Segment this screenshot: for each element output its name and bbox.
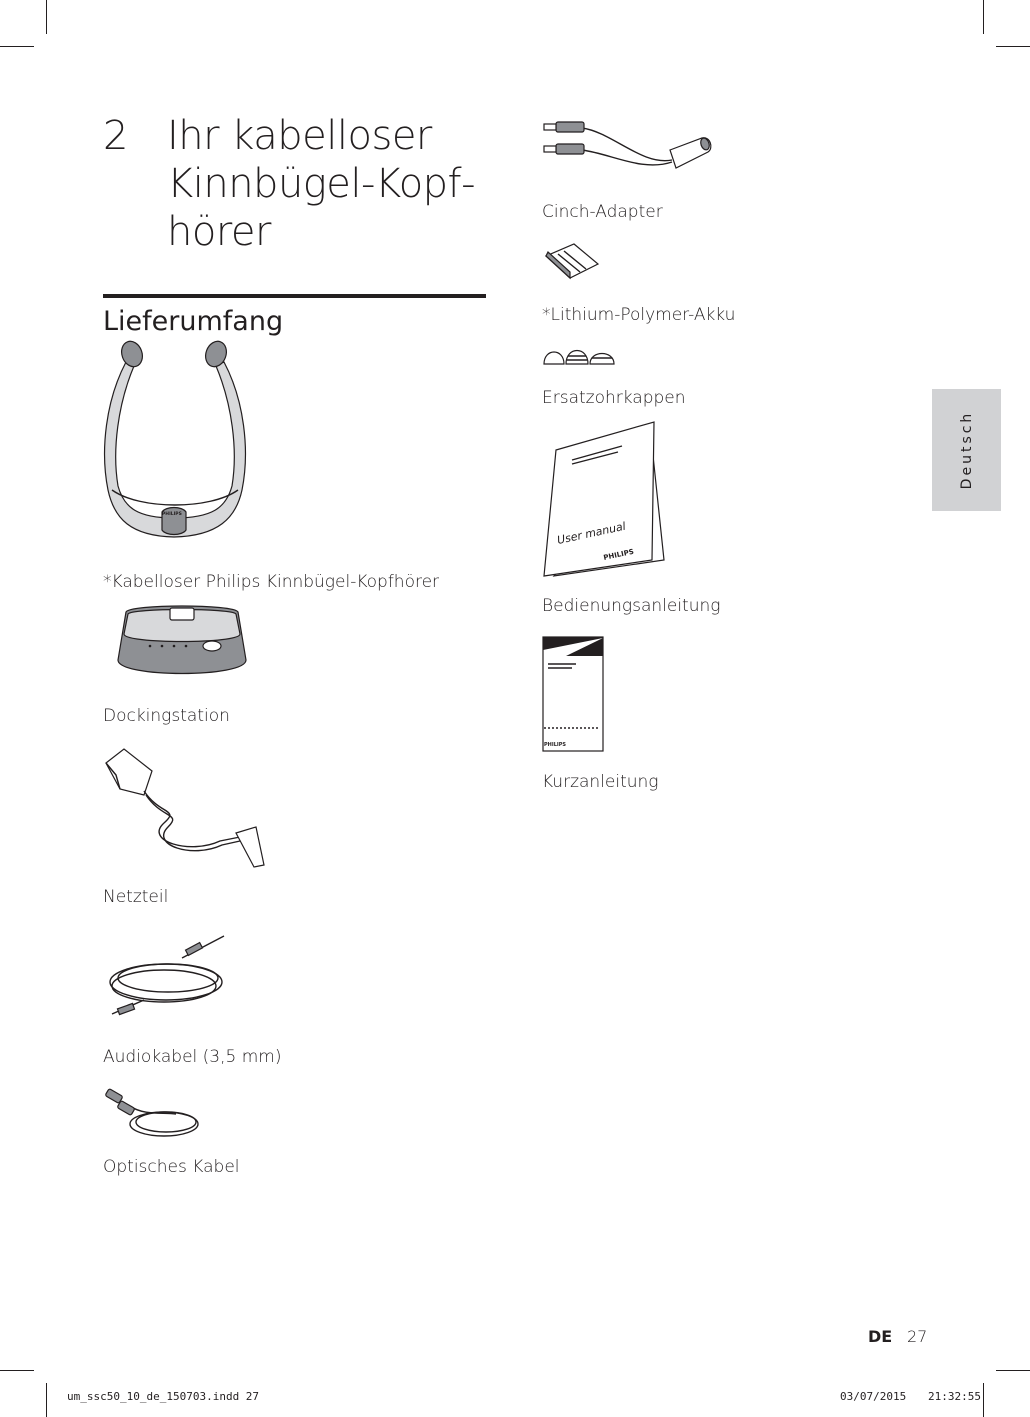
item-caption: Dockingstation xyxy=(103,706,230,726)
crop-mark xyxy=(983,1383,984,1417)
crop-mark xyxy=(46,1383,47,1417)
crop-mark xyxy=(983,0,984,34)
item-caption: Netzteil xyxy=(103,887,169,907)
item-caption: Ersatzohrkappen xyxy=(542,388,686,408)
item-caption: Optisches Kabel xyxy=(103,1157,240,1177)
item-caption: Bedienungsanleitung xyxy=(542,596,721,616)
slug-time: 21:32:55 xyxy=(928,1390,981,1403)
headphone-brand-label: PHILIPS xyxy=(162,512,182,517)
manual-brand-label: PHILIPS xyxy=(602,547,635,562)
item-caption: *Kabelloser Philips Kinnbügel-Kopfhörer xyxy=(103,572,440,592)
quick-guide-icon xyxy=(542,636,604,752)
optical-cable-icon xyxy=(104,1082,202,1140)
crop-mark xyxy=(46,0,47,34)
crop-mark xyxy=(996,46,1030,47)
power-adapter-icon xyxy=(100,745,270,871)
user-manual-icon xyxy=(542,420,664,578)
crop-mark xyxy=(996,1370,1030,1371)
footer-language: DE xyxy=(868,1327,893,1346)
item-caption: Audiokabel (3,5 mm) xyxy=(103,1047,282,1067)
headphone-icon xyxy=(100,340,250,540)
crop-mark xyxy=(0,1370,34,1371)
language-tab-label: Deutsch xyxy=(958,410,975,490)
section-divider xyxy=(103,294,486,298)
item-caption: *Lithium-Polymer-Akku xyxy=(542,305,736,325)
guide-brand-label: PHILIPS xyxy=(544,742,567,748)
battery-icon xyxy=(542,242,600,280)
slug-file: um_ssc50_10_de_150703.indd 27 xyxy=(67,1390,260,1403)
chapter-number: 2 xyxy=(103,113,129,159)
crop-mark xyxy=(0,46,34,47)
page-number: 27 xyxy=(907,1327,928,1346)
docking-station-icon xyxy=(116,598,248,686)
ear-caps-icon xyxy=(542,344,616,368)
slug-date: 03/07/2015 xyxy=(840,1390,907,1403)
item-caption: Kurzanleitung xyxy=(542,772,659,792)
audio-cable-icon xyxy=(104,930,230,1020)
cinch-adapter-icon xyxy=(542,116,714,182)
section-heading: Lieferumfang xyxy=(103,306,284,337)
manual-title-label: User manual xyxy=(555,519,627,547)
item-caption: Cinch-Adapter xyxy=(542,202,663,222)
language-tab xyxy=(932,389,1001,511)
chapter-title: Ihr kabelloser Kinnbügel-Kopf-hörer xyxy=(167,113,476,255)
